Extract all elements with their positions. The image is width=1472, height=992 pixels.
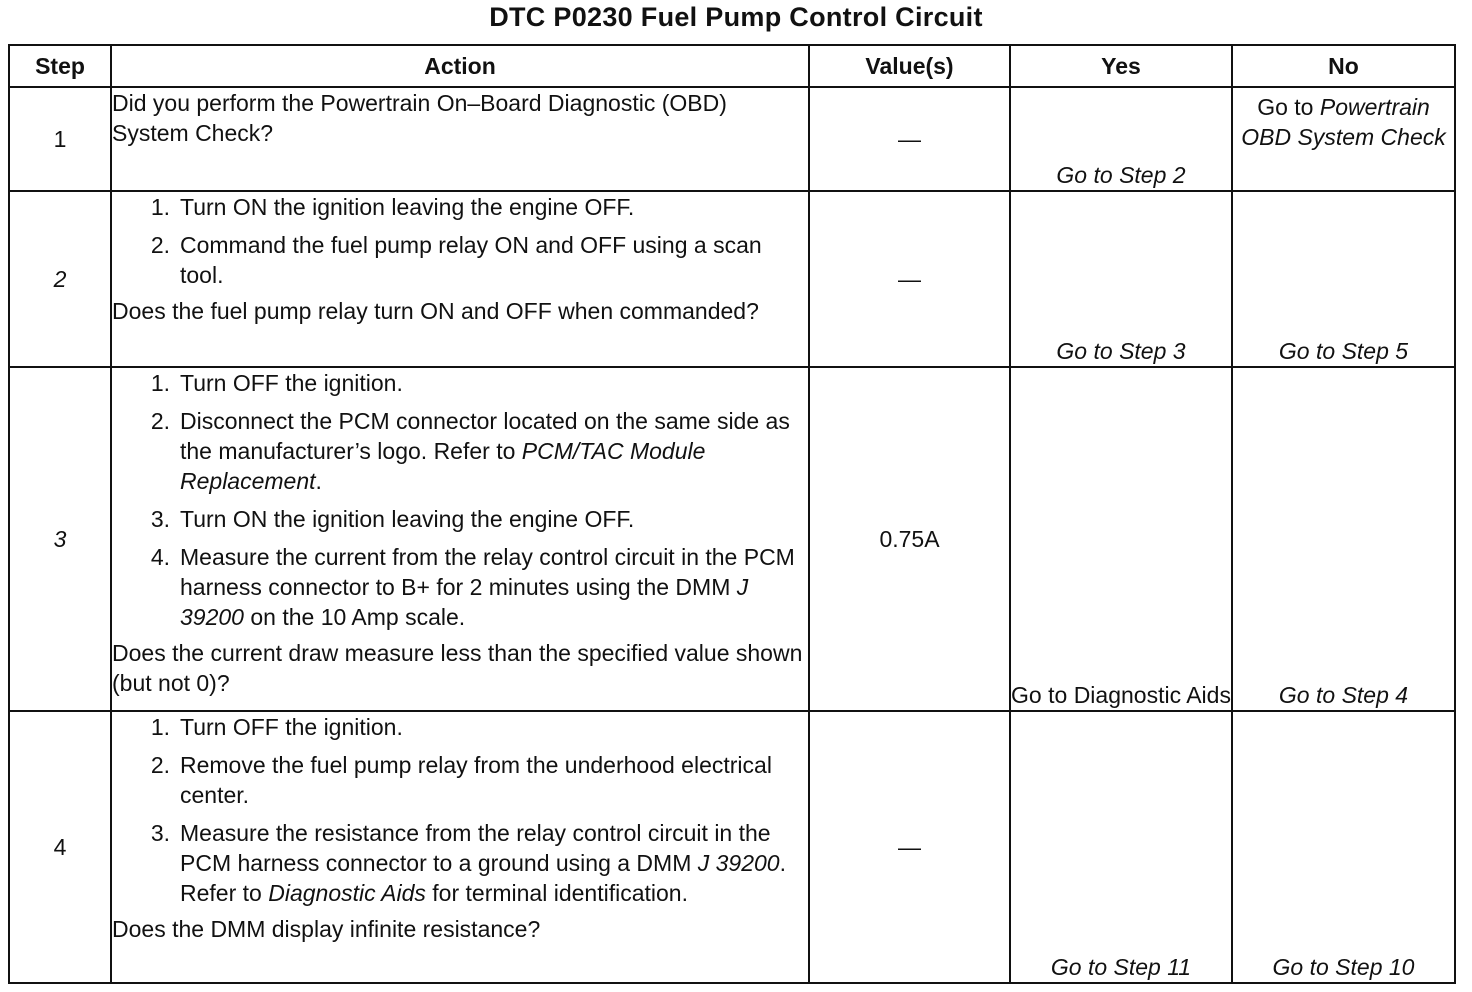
action-cell [111,87,809,191]
action-step [112,192,808,222]
yes-cell: Go to Step 11 [1010,711,1232,983]
step-text-part: Measure the resistance from the relay control circuit in the PCM harness connector to a ground using a DMM [180,820,771,876]
action-step [112,750,808,810]
action-cell [111,367,809,711]
step-index: 1. [150,714,170,740]
step-index: 1. [150,370,170,396]
action-question: Did you perform the Powertrain On–Board Diagnostic (OBD) System Check? [112,90,727,146]
action-steps [112,712,808,908]
yes-cell: Go to Step 3 [1010,191,1232,367]
step-number: 1 [9,87,111,191]
value-cell: — [809,87,1010,191]
step-text-part: for terminal identification. [432,880,688,906]
no-prefix: Go to [1257,94,1314,120]
action-cell [111,191,809,367]
action-question: Does the DMM display infinite resistance? [112,916,541,942]
action-step [112,542,808,632]
table-row [9,367,1455,711]
step-text-part: Measure the current from the relay control circuit in the PCM harness connector to B+ for 2 minutes using the DMM [180,544,795,600]
action-question: Does the current draw measure less than the specified value shown (but not 0)? [112,640,803,696]
table-row [9,191,1455,367]
action-step [112,712,808,742]
step-text: Turn OFF the ignition. [180,370,403,396]
action-steps [112,368,808,632]
step-text-part: . [315,468,322,494]
column-header-step: Step [9,45,111,87]
value-cell: — [809,191,1010,367]
step-index: 2. [150,232,170,258]
column-header-action: Action [111,45,809,87]
step-text [180,542,808,632]
diagnostic-table [8,44,1456,984]
step-index: 3. [150,506,170,532]
step-index: 4. [150,544,170,570]
step-text: Remove the fuel pump relay from the underhood electrical center. [180,752,772,808]
step-index: 3. [150,820,170,846]
step-text-part: on the 10 Amp scale. [250,604,466,630]
action-question: Does the fuel pump relay turn ON and OFF when commanded? [112,298,759,324]
step-index: 2. [150,408,170,434]
step-text [180,406,808,496]
no-cell: Go to Step 4 [1232,367,1455,711]
step-text: Turn OFF the ignition. [180,714,403,740]
column-header-no: No [1232,45,1455,87]
yes-cell: Go to Step 2 [1010,87,1232,191]
column-header-yes: Yes [1010,45,1232,87]
reference-link: PCM/TAC Module Replacement [180,438,706,494]
step-index: 1. [150,194,170,220]
step-text [180,818,808,908]
table-row [9,711,1455,983]
column-header-value: Value(s) [809,45,1010,87]
reference-link: Diagnostic Aids [268,880,426,906]
no-cell: Go to Step 5 [1232,191,1455,367]
action-steps [112,192,808,290]
action-step [112,230,808,290]
action-step [112,368,808,398]
tool-reference: J 39200 [180,574,749,630]
step-number: 4 [9,711,111,983]
action-step [112,818,808,908]
step-text: Command the fuel pump relay ON and OFF using a scan tool. [180,232,762,288]
tool-reference: J 39200 [697,850,780,876]
action-step [112,504,808,534]
action-step [112,406,808,496]
action-cell [111,711,809,983]
no-reference: Powertrain OBD System Check [1241,94,1446,150]
value-cell: — [809,711,1010,983]
step-number: 3 [9,367,111,711]
page-title: DTC P0230 Fuel Pump Control Circuit [489,2,983,32]
step-text-part: . Refer to [180,850,786,906]
no-cell: Go to Step 10 [1232,711,1455,983]
no-cell [1232,87,1455,191]
yes-cell: Go to Diagnostic Aids [1010,367,1232,711]
step-text: Turn ON the ignition leaving the engine OFF. [180,194,635,220]
step-number: 2 [9,191,111,367]
header-row [9,45,1455,87]
table-row [9,87,1455,191]
step-index: 2. [150,752,170,778]
step-text-part: Disconnect the PCM connector located on the same side as the manufacturer’s logo. Refer to [180,408,790,464]
value-cell: 0.75A [809,367,1010,711]
step-text: Turn ON the ignition leaving the engine OFF. [180,506,635,532]
